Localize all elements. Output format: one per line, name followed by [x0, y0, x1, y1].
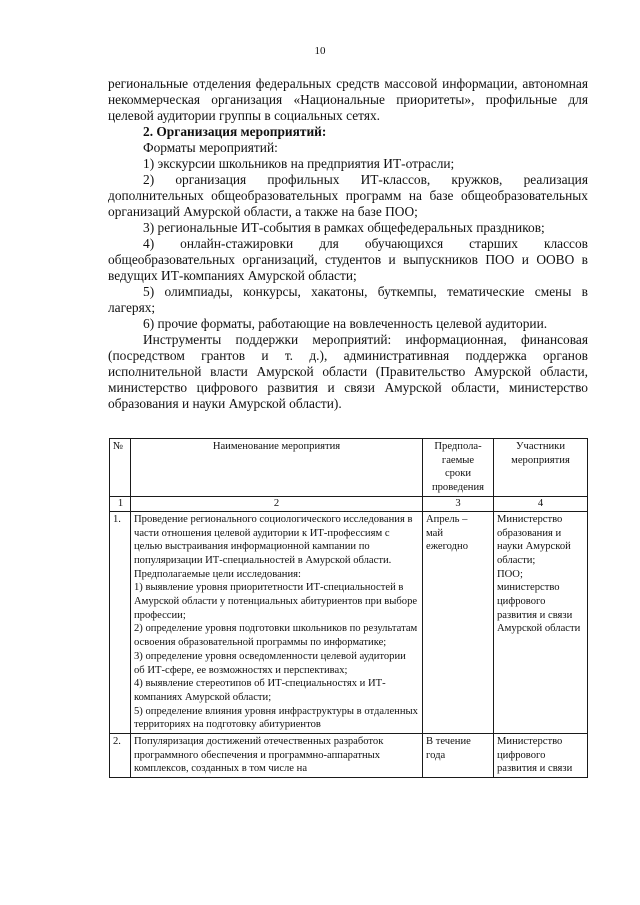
column-number-row: [110, 496, 588, 511]
format-item-5: 5) олимпиады, конкурсы, хакатоны, буткемпы, тематические смены в лагерях;: [108, 284, 588, 315]
column-number: 1: [110, 496, 131, 511]
table-header-row: [110, 439, 588, 497]
body-text: [108, 76, 588, 412]
formats-label: Форматы мероприятий:: [143, 140, 278, 155]
event-dates: В течение года: [423, 734, 494, 778]
section-heading: 2. Организация мероприятий:: [143, 124, 327, 139]
event-participants: Министерство образования и науки Амурской области; ПОО; министерство цифрового развития и связи Амурской области: [494, 511, 588, 733]
format-item-2: 2) организация профильных ИТ-классов, кружков, реализация дополнительных общеобразовательных программ на базе общеобразовательных организаций Амурской области, а также на базе ПОО;: [108, 172, 588, 219]
format-item-4: 4) онлайн-стажировки для обучающихся старших классов общеобразовательных организаций, студентов и выпускников ПОО и ООВО в ведущих ИТ-компаниях Амурской области;: [108, 236, 588, 283]
event-name: Проведение регионального социологического исследования в части отношения целевой аудитории к ИТ-профессиям с целью выстраивания информационной кампании по популяризации ИТ-специальностей в Амурской области. Предполагаемые цели исследования: 1) выявление уровня приоритетности ИТ-специальностей в Амурской области у потенциальных абитуриентов при выборе профессии; 2) определение уровня подготовки школьников по результатам освоения образовательной программы по информатике; 3) определение уровня осведомленности целевой аудитории об ИТ-сфере, ее возможностях и перспективах; 4) выявление стереотипов об ИТ-специальностях и ИТ-компаниях Амурской области; 5) определение влияния уровня инфраструктуры в отдаленных территориях на подготовку абитуриентов: [131, 511, 423, 733]
support-tools-paragraph: Инструменты поддержки мероприятий: информационная, финансовая (посредством грантов и т. д.), административная поддержка органов исполнительной власти Амурской области (Правительство Амурской области, министерство цифрового развития и связи Амурской области, министерство образования и науки Амурской области).: [108, 332, 588, 411]
table-row: [110, 734, 588, 778]
column-number: 3: [423, 496, 494, 511]
header-dates: Предпола- гаемые сроки проведения: [423, 439, 494, 497]
events-table: [109, 438, 588, 778]
column-number: 2: [131, 496, 423, 511]
column-number: 4: [494, 496, 588, 511]
row-number: 1.: [110, 511, 131, 733]
page-number: 10: [314, 45, 326, 57]
header-event-name: Наименование мероприятия: [131, 439, 423, 497]
format-item-1: 1) экскурсии школьников на предприятия ИТ-отрасли;: [143, 156, 455, 171]
row-number: 2.: [110, 734, 131, 778]
event-participants: Министерство цифрового развития и связи: [494, 734, 588, 778]
event-dates: Апрель – май ежегодно: [423, 511, 494, 733]
event-name: Популяризация достижений отечественных разработок программного обеспечения и программно-аппаратных комплексов, созданных в том числе на: [131, 734, 423, 778]
table-row: [110, 511, 588, 733]
format-item-6: 6) прочие форматы, работающие на вовлеченность целевой аудитории.: [143, 316, 548, 331]
intro-paragraph: региональные отделения федеральных средств массовой информации, автономная некоммерческая организация «Национальные приоритеты», профильные для целевой аудитории группы в социальных сетях.: [108, 76, 588, 123]
format-item-3: 3) региональные ИТ-события в рамках общефедеральных праздников;: [143, 220, 545, 235]
header-participants: Участники мероприятия: [494, 439, 588, 497]
header-number: №: [110, 439, 131, 497]
